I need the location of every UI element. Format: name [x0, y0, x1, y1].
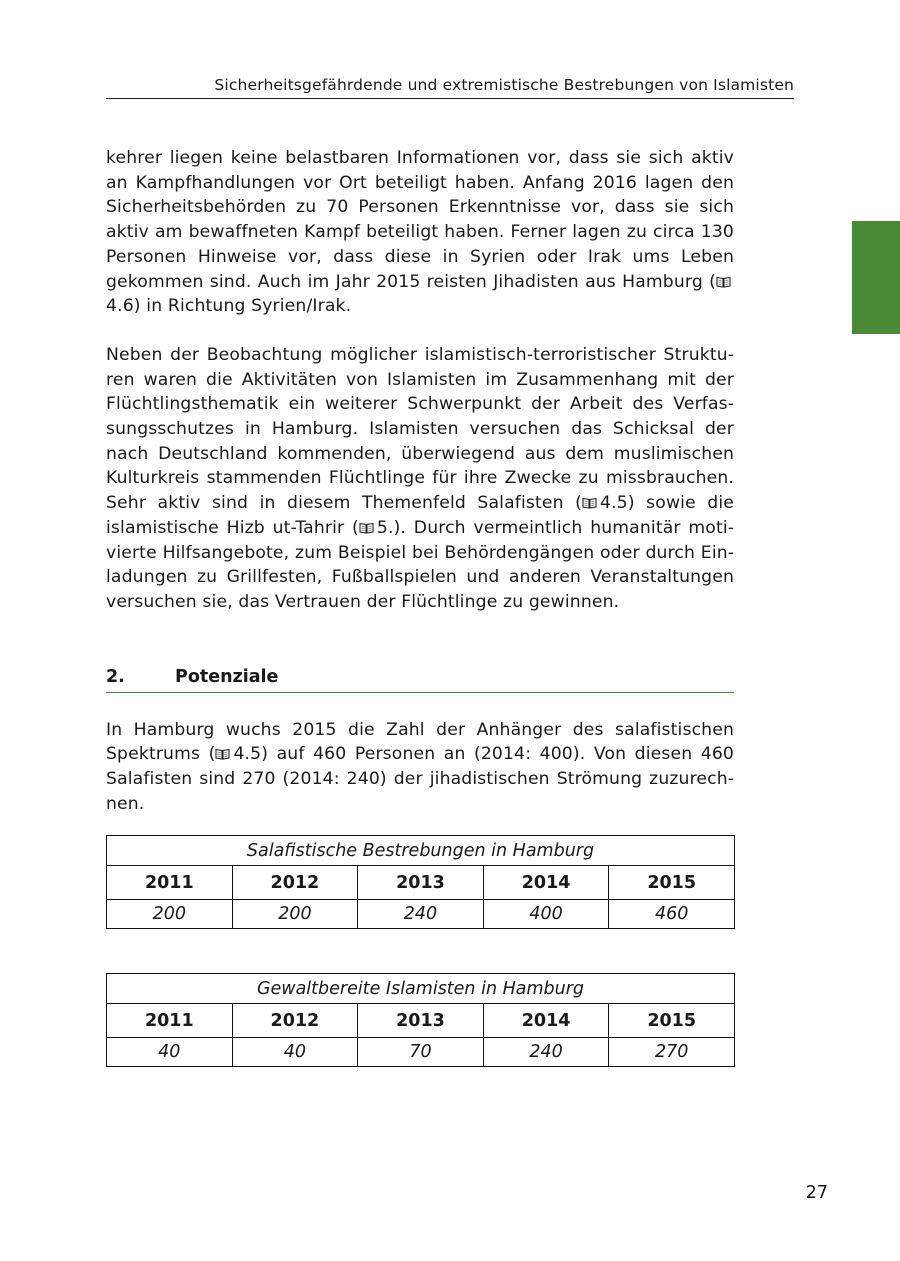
- table-caption: Gewaltbereite Islamisten in Hamburg: [107, 974, 735, 1004]
- value-cell: 460: [609, 900, 735, 929]
- section-title: Potenziale: [175, 666, 279, 687]
- page-content: [106, 146, 734, 1067]
- value-cell: 400: [483, 900, 609, 929]
- value-cell: 240: [483, 1038, 609, 1067]
- paragraph-2: Neben der Beobachtung möglicher islamistisch-terroristischer Strukturen waren die Aktivitäten von Islamisten im Zusammenhang mit der Flüchtlingsthematik ein weiterer Schwerpunkt der Arbeit des Verfassungsschutzes in Hamburg. Islamisten versuchen das Schicksal der nach Deutschland kommenden, überwiegend aus dem muslimischen Kulturkreis stammenden Flüchtlinge für ihre Zwecke zu missbrauchen. Sehr aktiv sind in diesem Themenfeld Salafisten ( 4.5) sowie die islamistische Hizb ut-Tahrir ( 5.). Durch vermeintlich humanitär motivierte Hilfsangebote, zum Beispiel bei Behördengängen oder durch Einladungen zu Grillfesten, Fußballspielen und anderen Veranstaltungen versuchen sie, das Vertrauen der Flüchtlinge zu gewinnen.: [106, 344, 735, 612]
- year-cell: 2012: [232, 1004, 358, 1038]
- section-number: 2.: [106, 666, 125, 687]
- book-icon: [716, 276, 731, 288]
- year-cell: 2014: [483, 1004, 609, 1038]
- value-cell: 40: [232, 1038, 358, 1067]
- year-cell: 2011: [107, 1004, 233, 1038]
- paragraph-3: In Hamburg wuchs 2015 die Zahl der Anhänger des salafistischen Spektrums ( 4.5) auf 460 Personen an (2014: 400). Von diesen 460 Salafisten sind 270 (2014: 240) der jihadistischen Strömung zuzurechnen.: [106, 719, 735, 814]
- violent-islamists-table: [106, 973, 735, 1067]
- year-cell: 2013: [358, 1004, 484, 1038]
- salafist-table: [106, 835, 735, 929]
- page-number: 27: [805, 1183, 828, 1203]
- value-cell: 200: [107, 900, 233, 929]
- year-cell: 2015: [609, 1004, 735, 1038]
- running-header: Sicherheitsgefährdende und extremistische Bestrebungen von Islamisten: [106, 74, 794, 99]
- table-value-row: [107, 1038, 735, 1067]
- value-cell: 40: [107, 1038, 233, 1067]
- year-cell: 2012: [232, 866, 358, 900]
- chapter-side-tab: [852, 221, 900, 334]
- value-cell: 70: [358, 1038, 484, 1067]
- year-cell: 2014: [483, 866, 609, 900]
- year-cell: 2015: [609, 866, 735, 900]
- table-value-row: [107, 900, 735, 929]
- year-cell: 2013: [358, 866, 484, 900]
- book-icon: [582, 497, 597, 509]
- table-caption-row: [107, 974, 735, 1004]
- table-caption: Salafistische Bestrebungen in Hamburg: [107, 836, 735, 866]
- value-cell: 240: [358, 900, 484, 929]
- book-icon: [215, 748, 230, 760]
- table-caption-row: [107, 836, 735, 866]
- table-header-row: [107, 1004, 735, 1038]
- value-cell: 270: [609, 1038, 735, 1067]
- year-cell: 2011: [107, 866, 233, 900]
- value-cell: 200: [232, 900, 358, 929]
- table-header-row: [107, 866, 735, 900]
- section-heading: [106, 665, 734, 693]
- book-icon: [359, 522, 374, 534]
- paragraph-1: kehrer liegen keine belastbaren Informationen vor, dass sie sich aktiv an Kampfhandlungen vor Ort beteiligt haben. Anfang 2016 lagen den Sicherheitsbehörden zu 70 Personen Erkenntnisse vor, dass sie sich aktiv am bewaffneten Kampf beteiligt haben. Ferner lagen zu circa 130 Personen Hinweise vor, dass diese in Syrien oder Irak ums Leben gekommen sind. Auch im Jahr 2015 reisten Jihadisten aus Hamburg (4.6) in Richtung Syrien/Irak.: [106, 148, 734, 317]
